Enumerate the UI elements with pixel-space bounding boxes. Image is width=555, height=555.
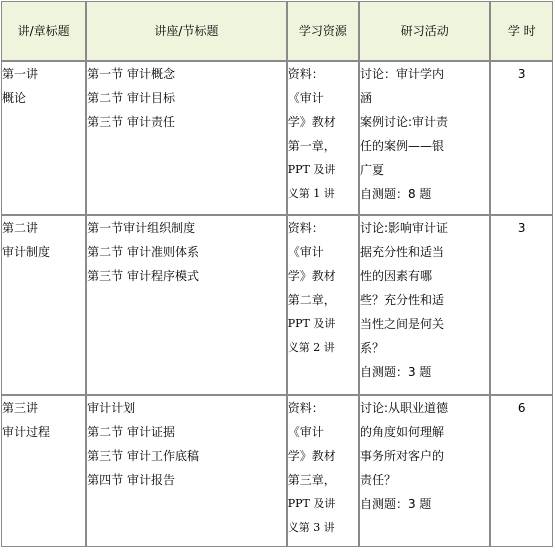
header-resources <box>287 1 359 61</box>
header-hours <box>490 1 553 61</box>
resource-line: 义第 1 讲 <box>287 187 335 200</box>
activity-line: 自测题：3 题 <box>359 497 432 511</box>
section-item: 第二节 审计准则体系 <box>87 245 199 259</box>
chapter-cell <box>1 61 86 215</box>
activity-line: 责任？ <box>359 473 396 487</box>
activity-line: 涵 <box>359 91 372 105</box>
section-item: 第三节 审计责任 <box>87 115 175 129</box>
resource-line: 资料： <box>287 221 324 235</box>
header-hours-label: 学 时 <box>507 24 536 38</box>
section-item: 第一节审计组织制度 <box>87 221 196 235</box>
activity-line: 讨论：审计学内 <box>359 67 444 81</box>
chapter-title: 概论 <box>2 91 27 105</box>
table-header-row <box>1 1 553 61</box>
activity-line: 系？ <box>359 341 384 355</box>
header-resources-label: 学习资源 <box>298 24 347 38</box>
section-item: 第二节 审计目标 <box>87 91 175 105</box>
sections-cell <box>86 215 287 395</box>
sections-cell <box>86 61 287 215</box>
activity-line: 性的因素有哪 <box>359 269 432 283</box>
section-item: 第一节 审计概念 <box>87 67 175 81</box>
activity-line: 些？充分性和适 <box>359 293 444 307</box>
resource-line: PPT 及讲 <box>287 163 336 176</box>
header-chapter <box>1 1 86 61</box>
activity-line: 事务所对客户的 <box>359 449 444 463</box>
activity-line: 广夏 <box>359 163 384 177</box>
resource-line: 第二章， <box>287 293 336 307</box>
resource-line: 义第 2 讲 <box>287 341 335 354</box>
course-schedule-table <box>1 1 553 547</box>
activity-line: 的角度如何理解 <box>359 425 444 439</box>
activity-line: 据充分性和适当 <box>359 245 444 259</box>
resource-line: 学》教材 <box>287 269 336 283</box>
chapter-cell <box>1 215 86 395</box>
resource-line: 《审计 <box>287 245 324 259</box>
resources-cell <box>287 215 359 395</box>
sections-cell <box>86 395 287 547</box>
activity-line: 当性之间是何关 <box>359 317 444 331</box>
header-chapter-label: 讲/章标题 <box>17 24 70 38</box>
activities-cell <box>359 61 491 215</box>
activity-line: 任的案例——银 <box>359 139 444 153</box>
hours-value: 3 <box>517 221 526 235</box>
table-row <box>1 215 553 395</box>
activity-line: 案例讨论:审计责 <box>359 115 448 129</box>
header-activities <box>359 1 491 61</box>
table-row <box>1 61 553 215</box>
section-item: 审计计划 <box>87 401 136 415</box>
hours-value: 6 <box>517 401 526 415</box>
resources-cell <box>287 61 359 215</box>
chapter-cell <box>1 395 86 547</box>
chapter-title: 审计过程 <box>2 425 51 439</box>
header-activities-label: 研习活动 <box>400 24 449 38</box>
hours-value: 3 <box>517 67 526 81</box>
hours-cell <box>490 215 553 395</box>
section-item: 第四节 审计报告 <box>87 473 175 487</box>
hours-cell <box>490 395 553 547</box>
resource-line: 《审计 <box>287 91 324 105</box>
resource-line: 义第 3 讲 <box>287 521 335 534</box>
resource-line: 资料： <box>287 67 324 81</box>
chapter-number: 第三讲 <box>2 401 39 415</box>
resource-line: 第一章， <box>287 139 336 153</box>
activity-line: 自测题：8 题 <box>359 187 432 201</box>
resources-cell <box>287 395 359 547</box>
activity-line: 自测题：3 题 <box>359 365 432 379</box>
section-item: 第三节 审计程序模式 <box>87 269 199 283</box>
activity-line: 讨论:影响审计证 <box>359 221 448 235</box>
section-item: 第三节 审计工作底稿 <box>87 449 199 463</box>
header-sections-label: 讲座/节标题 <box>154 24 219 38</box>
resource-line: 学》教材 <box>287 115 336 129</box>
activities-cell <box>359 395 491 547</box>
section-item: 第二节 审计证据 <box>87 425 175 439</box>
chapter-number: 第二讲 <box>2 221 39 235</box>
hours-cell <box>490 61 553 215</box>
resource-line: PPT 及讲 <box>287 317 336 330</box>
activity-line: 讨论:从职业道德 <box>359 401 448 415</box>
activities-cell <box>359 215 491 395</box>
resource-line: 《审计 <box>287 425 324 439</box>
resource-line: 资料： <box>287 401 324 415</box>
resource-line: 第三章， <box>287 473 336 487</box>
resource-line: 学》教材 <box>287 449 336 463</box>
header-sections <box>86 1 287 61</box>
table-row <box>1 395 553 547</box>
chapter-number: 第一讲 <box>2 67 39 81</box>
chapter-title: 审计制度 <box>2 245 51 259</box>
resource-line: PPT 及讲 <box>287 497 336 510</box>
